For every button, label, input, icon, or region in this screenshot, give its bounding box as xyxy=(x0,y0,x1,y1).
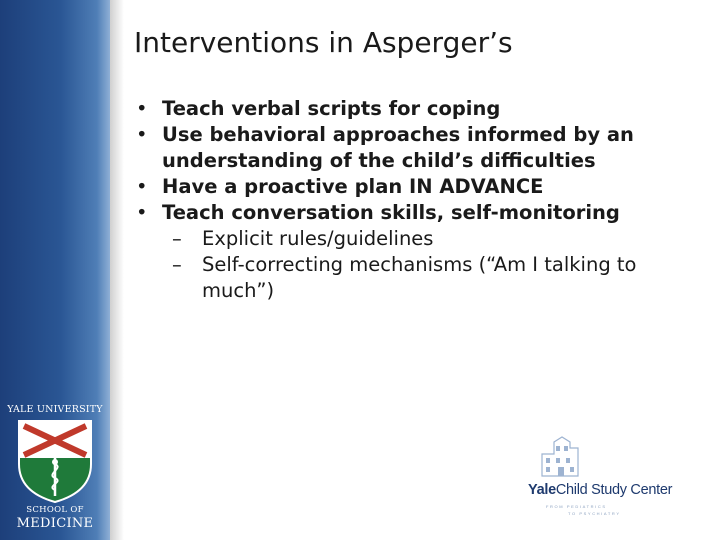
slide-title: Interventions in Asperger’s xyxy=(134,26,513,59)
sidebar xyxy=(0,0,110,540)
building-icon xyxy=(534,436,596,484)
school-of-label: SCHOOL OF xyxy=(26,505,84,515)
bullet-list xyxy=(136,96,712,304)
logo-tagline-1: FROM PEDIATRICS xyxy=(546,504,607,509)
yale-medicine-shield-icon xyxy=(16,418,94,504)
logo-tagline-2: TO PSYCHIATRY xyxy=(568,511,621,516)
bullet-item: • Have a proactive plan IN ADVANCE xyxy=(136,174,712,200)
child-study-center-wordmark xyxy=(528,482,672,498)
logo-child-study-center: Child Study Center xyxy=(555,482,673,498)
child-study-center-logo xyxy=(520,436,700,526)
sub-bullet-item: – Explicit rules/guidelines xyxy=(162,226,712,252)
bullet-text: Teach conversation skills, self-monitoring xyxy=(162,201,620,224)
bullet-item-with-subitems xyxy=(136,200,712,304)
yale-university-label: YALE UNIVERSITY xyxy=(7,404,103,415)
bullet-item: • Teach verbal scripts for coping xyxy=(136,96,712,122)
medicine-label: MEDICINE xyxy=(16,516,94,531)
sub-bullet-item: – Self-correcting mechanisms (“Am I talking to much”) xyxy=(162,252,712,304)
sidebar-shadow xyxy=(110,0,124,540)
bullet-item: • Use behavioral approaches informed by an understanding of the child’s difficulties xyxy=(136,122,712,174)
sub-bullet-list xyxy=(162,226,712,304)
logo-yale: Yale xyxy=(528,482,556,498)
